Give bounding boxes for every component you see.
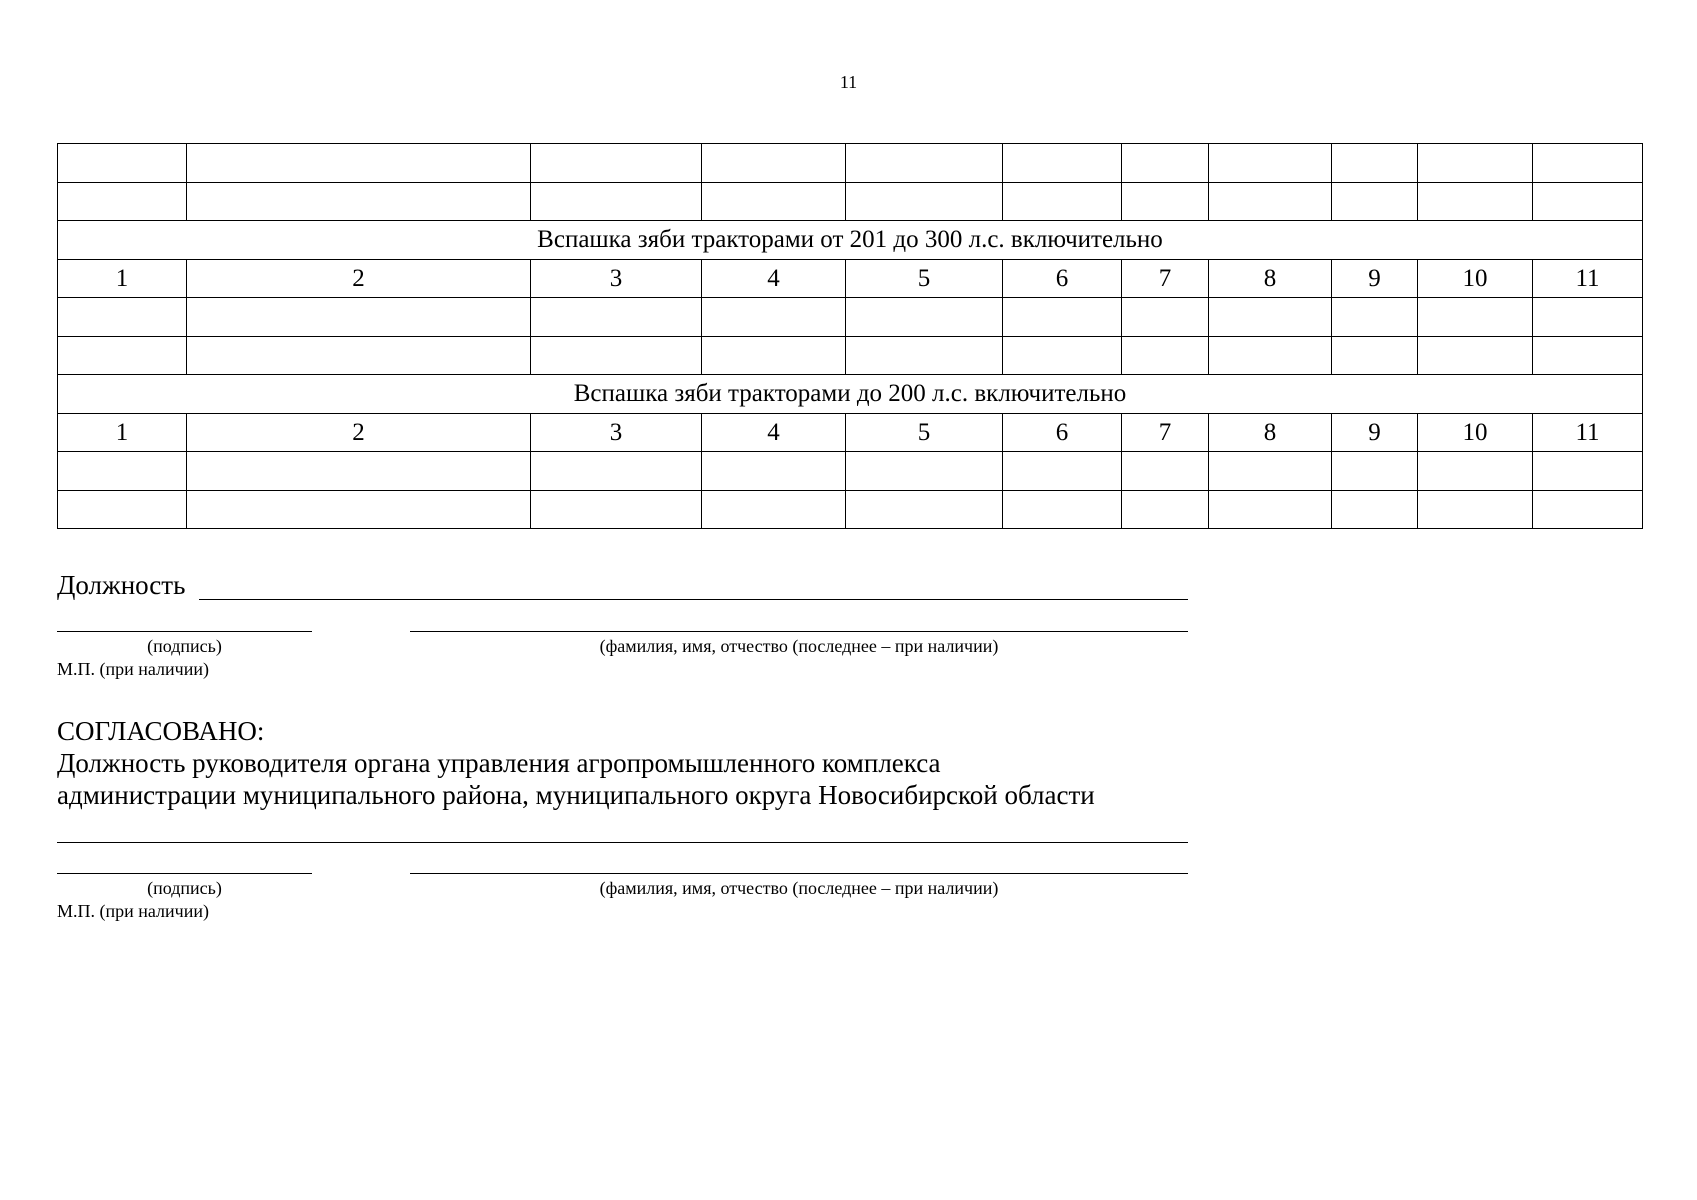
column-number: 10: [1418, 413, 1533, 452]
column-number: 3: [531, 259, 702, 298]
name-caption: (фамилия, имя, отчество (последнее – при наличии): [599, 636, 999, 656]
approval-position-field-line[interactable]: [57, 842, 1188, 843]
table-row: [58, 144, 1643, 183]
table-row: [58, 490, 1643, 529]
name-line[interactable]: [410, 631, 1188, 632]
approval-name-line[interactable]: [410, 873, 1188, 874]
column-number: 8: [1209, 413, 1332, 452]
section-title: Вспашка зяби тракторами от 201 до 300 л.с. включительно: [58, 221, 1643, 260]
column-number: 11: [1533, 259, 1643, 298]
column-number: 4: [702, 413, 846, 452]
signature-caption: (подпись): [147, 636, 222, 656]
page-number: 11: [839, 72, 858, 92]
approval-signature-caption: (подпись): [147, 878, 222, 898]
approval-heading: СОГЛАСОВАНО:: [57, 716, 265, 746]
column-number: 1: [58, 413, 187, 452]
approval-stamp-note: М.П. (при наличии): [57, 901, 209, 921]
signature-line[interactable]: [57, 631, 312, 632]
column-number: 3: [531, 413, 702, 452]
column-number: 2: [187, 413, 531, 452]
approval-name-caption: (фамилия, имя, отчество (последнее – при наличии): [599, 878, 999, 898]
section-header-row: [58, 375, 1643, 414]
stamp-note: М.П. (при наличии): [57, 659, 209, 679]
section-title: Вспашка зяби тракторами до 200 л.с. включительно: [58, 375, 1643, 414]
column-number: 9: [1332, 413, 1418, 452]
approval-position-line1: Должность руководителя органа управления агропромышленного комплекса: [57, 748, 941, 778]
column-number: 6: [1003, 413, 1122, 452]
position-field-line[interactable]: [199, 599, 1188, 600]
column-number: 1: [58, 259, 187, 298]
table-row: [58, 336, 1643, 375]
column-number: 9: [1332, 259, 1418, 298]
column-number: 5: [846, 259, 1003, 298]
column-number: 10: [1418, 259, 1533, 298]
column-number: 5: [846, 413, 1003, 452]
column-number-row: [58, 259, 1643, 298]
column-number: 6: [1003, 259, 1122, 298]
table-row: [58, 298, 1643, 337]
column-number: 7: [1122, 259, 1209, 298]
table-row: [58, 452, 1643, 491]
data-table: [57, 143, 1643, 529]
column-number-row: [58, 413, 1643, 452]
section-header-row: [58, 221, 1643, 260]
column-number: 2: [187, 259, 531, 298]
table-row: [58, 182, 1643, 221]
column-number: 8: [1209, 259, 1332, 298]
approval-signature-line[interactable]: [57, 873, 312, 874]
column-number: 11: [1533, 413, 1643, 452]
position-label: Должность: [57, 570, 186, 600]
column-number: 7: [1122, 413, 1209, 452]
approval-position-line2: администрации муниципального района, муниципального округа Новосибирской области: [57, 780, 1095, 810]
column-number: 4: [702, 259, 846, 298]
